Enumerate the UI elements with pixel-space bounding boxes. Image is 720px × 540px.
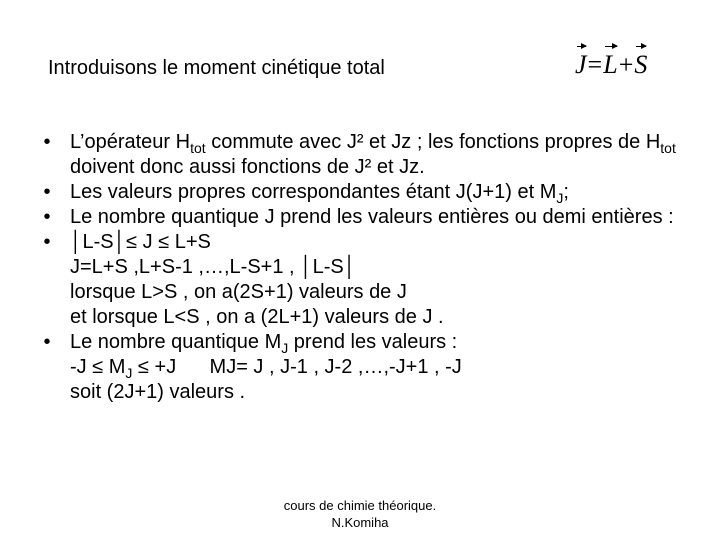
bullet-text: L’opérateur H (70, 131, 191, 153)
vector-j (575, 44, 587, 80)
subscript: J (125, 365, 133, 381)
subscript: tot (660, 140, 676, 156)
bullet-line (70, 355, 710, 380)
bullet-dot-icon: • (43, 181, 51, 203)
bullet-text: commute avec J² et Jz ; les fonctions propres de H (205, 131, 661, 153)
bullet-j-range (40, 230, 710, 330)
bullet-line: et lorsque L<S , on a (2L+1) valeurs de J . (70, 306, 444, 328)
bullet-line: lorsque L>S , on a(2S+1) valeurs de J (70, 281, 407, 303)
formula-equals: = (587, 50, 603, 79)
bullet-line (70, 330, 710, 355)
vector-s (634, 44, 647, 80)
bullet-dot-icon: • (43, 131, 51, 153)
slide-title: Introduisons le moment cinétique total (48, 57, 385, 79)
bullet-eigenvalues (40, 180, 710, 205)
bullet-operator-commutes (40, 130, 710, 180)
total-angular-momentum-formula (575, 44, 647, 80)
bullet-text: Le nombre quantique J prend les valeurs entières ou demi entières : (70, 206, 674, 228)
bullet-text: ; (563, 181, 569, 203)
formula-s: S (634, 50, 648, 79)
vector-arrow-icon (636, 46, 646, 47)
formula-l: L (603, 50, 618, 79)
formula-plus: + (618, 50, 634, 79)
formula-j: J (575, 50, 587, 79)
bullet-list (40, 130, 710, 405)
footer-author: N.Komiha (331, 515, 389, 530)
vector-l (603, 44, 617, 80)
bullet-quantum-number-mj (40, 330, 710, 405)
subscript: J (281, 340, 289, 356)
bullet-line: soit (2J+1) valeurs . (70, 381, 246, 403)
bullet-text: ≤ +J MJ= J , J-1 , J-2 ,…,-J+1 , -J (132, 356, 462, 378)
bullet-text: Les valeurs propres correspondantes étant J(J+1) et M (70, 181, 557, 203)
footer-course: cours de chimie théorique. (283, 498, 437, 513)
bullet-text: Le nombre quantique M (70, 331, 282, 353)
bullet-dot-icon: • (43, 206, 51, 228)
bullet-line: │L-S│≤ J ≤ L+S (70, 231, 211, 253)
bullet-text: doivent donc aussi fonctions de J² et Jz. (70, 156, 425, 178)
bullet-text: prend les valeurs : (288, 331, 458, 353)
vector-arrow-icon (605, 46, 616, 47)
bullet-dot-icon: • (43, 331, 51, 353)
subscript: J (556, 190, 564, 206)
subscript: tot (190, 140, 206, 156)
bullet-dot-icon: • (43, 231, 51, 253)
footer-credit (240, 497, 480, 531)
bullet-text: -J ≤ M (70, 356, 126, 378)
bullet-line: J=L+S ,L+S-1 ,…,L-S+1 , │L-S│ (70, 256, 357, 278)
vector-arrow-icon (577, 46, 586, 47)
bullet-quantum-number-j (40, 205, 710, 230)
